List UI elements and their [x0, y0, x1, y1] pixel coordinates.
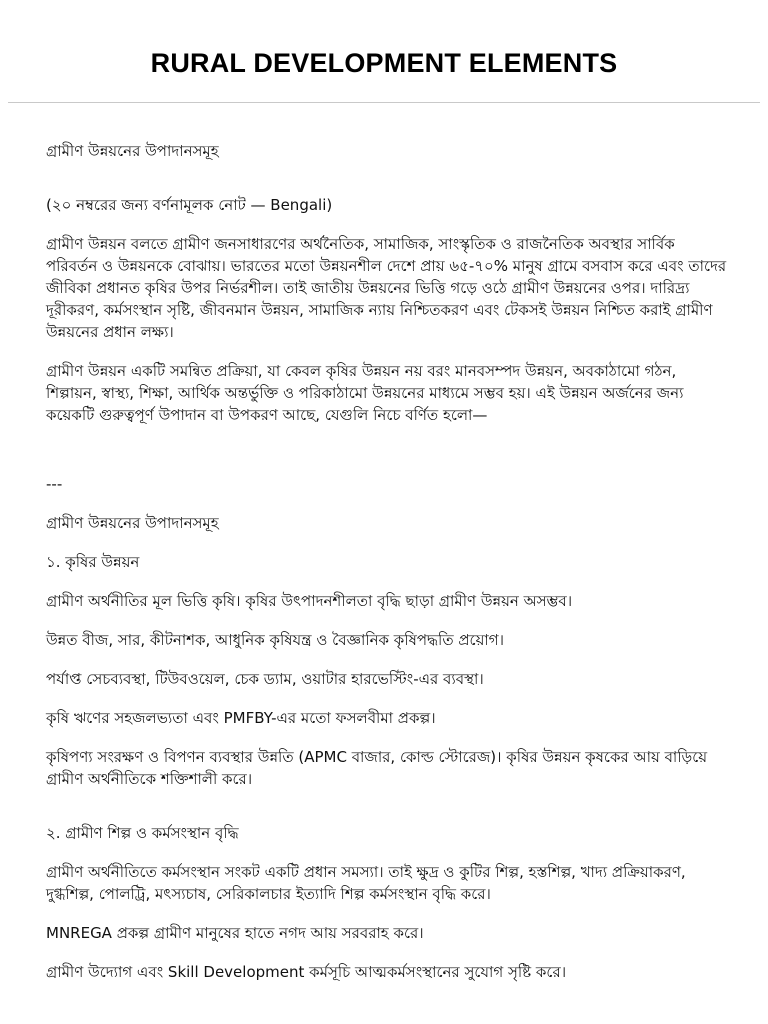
paragraph-industry-1: গ্রামীণ অর্থনীতিতে কর্মসংস্থান সংকট একটি প্রধান সমস্যা। তাই ক্ষুদ্র ও কুটির শিল্প, হস্তশিল্প, খাদ্য প্রক্রিয়াকরণ, দুগ্ধশিল্প, পোলট্রি, মৎস্যচাষ, সেরিকালচার ইত্যাদি শিল্প কর্মসংস্থান বৃদ্ধি করে।	[46, 863, 686, 903]
document-heading: গ্রামীণ উন্নয়নের উপাদানসমূহ	[46, 142, 219, 160]
section-title-agriculture: ১. কৃষির উন্নয়ন	[46, 553, 140, 571]
paragraph-agriculture-1: গ্রামীণ অর্থনীতির মূল ভিত্তি কৃষি। কৃষির উৎপাদনশীলতা বৃদ্ধি ছাড়া গ্রামীণ উন্নয়ন অসম্ভব।	[46, 592, 573, 610]
paragraph-agriculture-4: কৃষি ঋণের সহজলভ্যতা এবং PMFBY-এর মতো ফসলবীমা প্রকল্প।	[46, 709, 436, 727]
intro-paragraph-1: গ্রামীণ উন্নয়ন বলতে গ্রামীণ জনসাধারণের অর্থনৈতিক, সামাজিক, সাংস্কৃতিক ও রাজনৈতিক অবস্থার সার্বিক পরিবর্তন ও উন্নয়নকে বোঝায়। ভারতের মতো উন্নয়নশীল দেশে প্রায় ৬৫-৭০% মানুষ গ্রামে বসবাস করে এবং তাদের জীবিকা প্রধানত কৃষির উপর নির্ভরশীল। তাই জাতীয় উন্নয়নের ভিত্তি গড়ে ওঠে গ্রামীণ উন্নয়নের ওপর। দারিদ্র্য দূরীকরণ, কর্মসংস্থান সৃষ্টি, জীবনমান উন্নয়ন, সামাজিক ন্যায় নিশ্চিতকরণ এবং টেকসই উন্নয়ন নিশ্চিত করাই গ্রামীণ উন্নয়নের প্রধান লক্ষ্য।	[46, 235, 727, 341]
paragraph-agriculture-2: উন্নত বীজ, সার, কীটনাশক, আধুনিক কৃষিযন্ত্র ও বৈজ্ঞানিক কৃষিপদ্ধতি প্রয়োগ।	[46, 631, 504, 649]
truncated-next-line	[46, 1012, 178, 1024]
paragraph-agriculture-3: পর্যাপ্ত সেচব্যবস্থা, টিউবওয়েল, চেক ড্যাম, ওয়াটার হারভেস্টিং-এর ব্যবস্থা।	[46, 670, 484, 688]
section-title-industry: ২. গ্রামীণ শিল্প ও কর্মসংস্থান বৃদ্ধি	[46, 824, 239, 842]
page-title: RURAL DEVELOPMENT ELEMENTS	[150, 48, 618, 78]
note-line: (২০ নম্বরের জন্য বর্ণনামূলক নোট — Bengali)	[46, 196, 333, 214]
paragraph-industry-3: গ্রামীণ উদ্যোগ এবং Skill Development কর্মসূচি আত্মকর্মসংস্থানের সুযোগ সৃষ্টি করে।	[46, 963, 567, 981]
page-header	[8, 0, 760, 103]
paragraph-industry-2: MNREGA প্রকল্প গ্রামীণ মানুষের হাতে নগদ আয় সরবরাহ করে।	[46, 924, 424, 942]
section-heading: গ্রামীণ উন্নয়নের উপাদানসমূহ	[46, 514, 219, 532]
intro-paragraph-2: গ্রামীণ উন্নয়ন একটি সমন্বিত প্রক্রিয়া, যা কেবল কৃষির উন্নয়ন নয় বরং মানবসম্পদ উন্নয়ন, অবকাঠামো গঠন, শিল্পায়ন, স্বাস্থ্য, শিক্ষা, আর্থিক অন্তর্ভুক্তি ও পরিকাঠামো উন্নয়নের মাধ্যমে সম্ভব হয়। এই উন্নয়ন অর্জনের জন্য কয়েকটি গুরুত্বপূর্ণ উপাদান বা উপকরণ আছে, যেগুলি নিচে বর্ণিত হলো—	[46, 362, 684, 424]
document-body	[46, 140, 728, 983]
paragraph-agriculture-5: কৃষিপণ্য সংরক্ষণ ও বিপণন ব্যবস্থার উন্নতি (APMC বাজার, কোল্ড স্টোরেজ)। কৃষির উন্নয়ন কৃষকের আয় বাড়িয়ে গ্রামীণ অর্থনীতিকে শক্তিশালী করে।	[46, 748, 708, 788]
separator: ---	[46, 475, 63, 493]
